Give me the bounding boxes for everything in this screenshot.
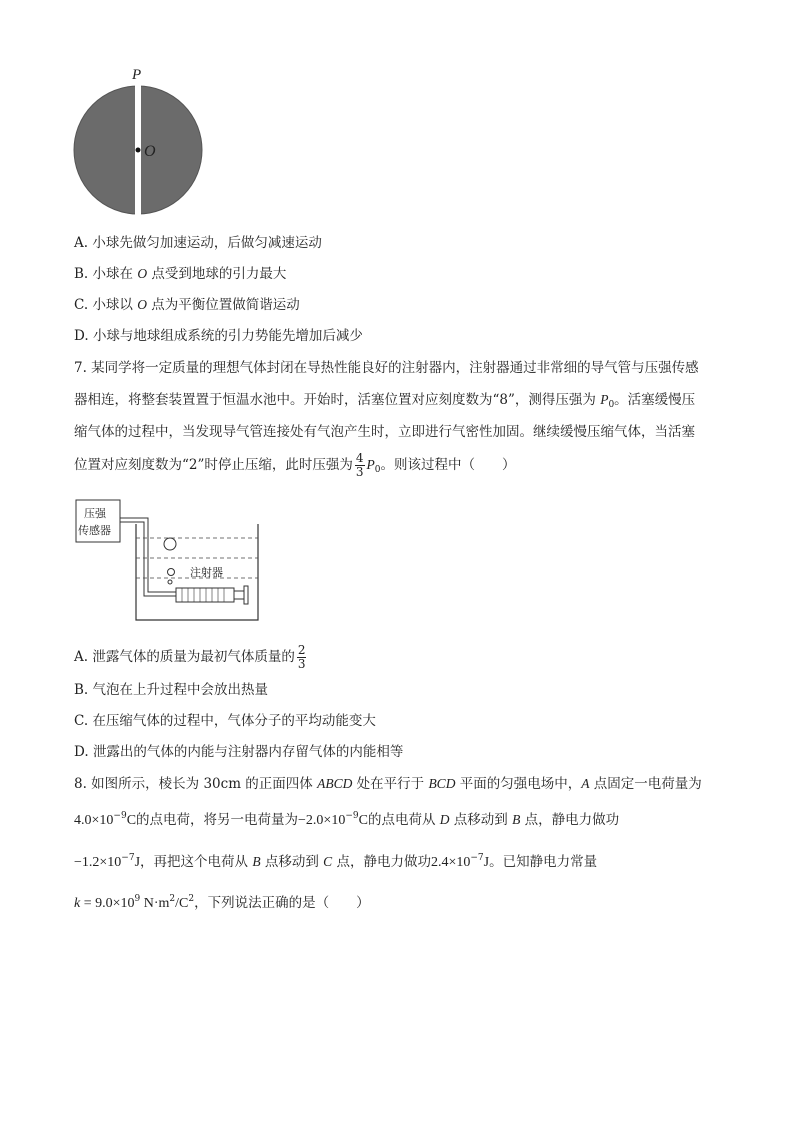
q6-option-b: B. 小球在 O 点受到地球的引力最大 (74, 266, 287, 282)
q7-option-b: B. 气泡在上升过程中会放出热量 (74, 682, 269, 698)
gas-tube (120, 518, 176, 592)
syringe-apparatus-figure (72, 496, 272, 626)
q6-option-a: A. 小球先做匀加速运动，后做匀减速运动 (74, 235, 322, 251)
q7-option-c: C. 在压缩气体的过程中，气体分子的平均动能变大 (74, 713, 376, 729)
q7-stem-line1: 7. 某同学将一定质量的理想气体封闭在导热性能良好的注射器内，注射器通过非常细的导气管与压强传感 (74, 360, 699, 376)
q7-stem-line3: 缩气体的过程中，当发现导气管连接处有气泡产生时，立即进行气密性加固。继续缓慢压缩气体，当活塞 (74, 424, 695, 440)
sensor-label-1: 压强 (84, 507, 106, 520)
q7-stem-line4: 位置对应刻度数为“2”时停止压缩，此时压强为 $\frac{4}{3}$ $P_0$。则该过程中（ ） (74, 451, 516, 479)
sensor-label-2: 传感器 (78, 524, 111, 537)
fraction-4-3: $\frac{4}{3}$ (355, 451, 364, 479)
q8-stem-line3: $-1.2\times 10^{-7}J$，再把这个电荷从 B 点移动到 C 点，静电力做功$2.4\times 10^{-7}J$。已知静电力常量 (74, 853, 598, 870)
label-o: O (144, 143, 156, 160)
q8-stem-line4: $k = 9.0\times 10^9$ $N\cdot m^2/C^2$，下列说法正确的是（ ） (74, 894, 370, 911)
q8-stem-line1: 8. 如图所示，棱长为 30cm 的正面四体 ABCD 处在平行于 BCD 平面的匀强电场中，A 点固定一电荷量为 (74, 776, 702, 792)
label-p: P (132, 67, 142, 83)
center-point-o (136, 148, 141, 153)
bubble-small (168, 580, 172, 584)
q7-option-a: A. 泄露气体的质量为最初气体质量的 $\frac{2}{3}$ (74, 643, 306, 671)
q8-stem-line2: $4.0\times 10^{-9}C$的点电荷，将另一电荷量为$-2.0\times 10^{-9}C$的点电荷从 D 点移动到 B 点，静电力做功 (74, 811, 620, 828)
earth-tunnel-figure (70, 64, 210, 216)
fraction-2-3: $\frac{2}{3}$ (297, 643, 306, 671)
bubble-large (164, 538, 176, 550)
q6-option-c: C. 小球以 O 点为平衡位置做简谐运动 (74, 297, 300, 313)
q6-option-d: D. 小球与地球组成系统的引力势能先增加后减少 (74, 328, 363, 344)
q7-option-d: D. 泄露出的气体的内能与注射器内存留气体的内能相等 (74, 744, 404, 760)
syringe (176, 586, 248, 604)
q7-stem-line2: 器相连，将整套装置置于恒温水池中。开始时，活塞位置对应刻度数为“8”，测得压强为 $P_0$。活塞缓慢压 (74, 392, 696, 410)
bubble-medium (168, 569, 175, 576)
syringe-label: 注射器 (190, 566, 223, 579)
